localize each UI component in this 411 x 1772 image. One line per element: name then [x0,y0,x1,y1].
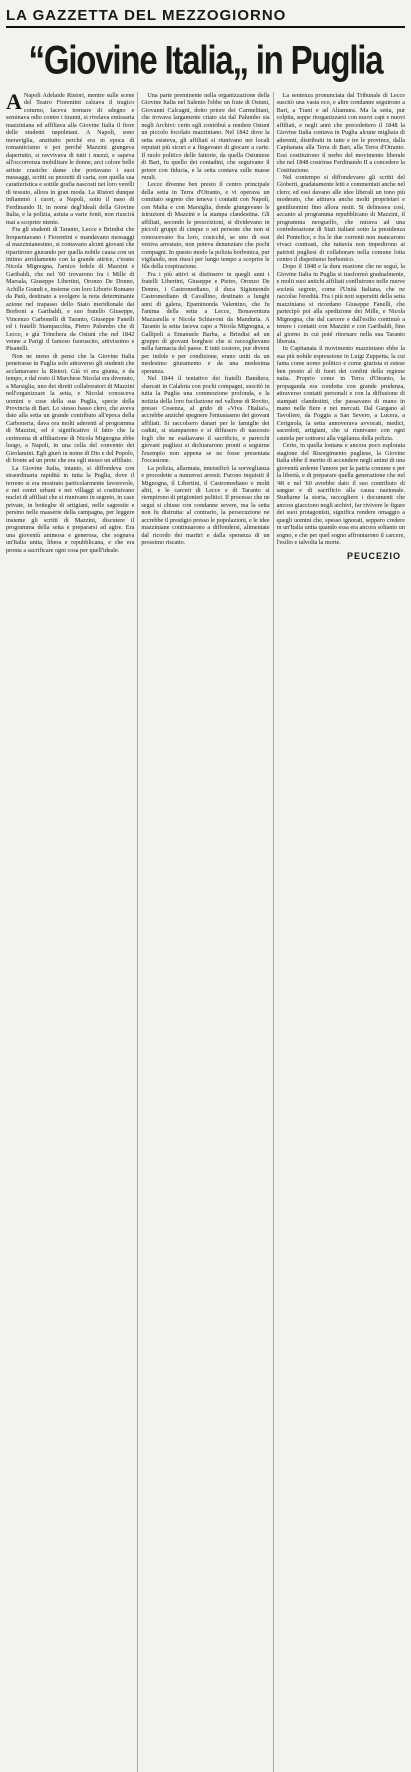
article-paragraph [6,226,134,353]
paragraph-text: Fra gli studenti di Taranto, Lecce e Brindisi che frequentavano i Fiorentini e mandavano messaggi al mazzinianesimo, si contavano alcuni giovani che ripartirono giurando per quella nobile causa con un intimo arrollamento con la grande attrice, c'erano Nicola Mignogna, l'amico fedele di Mazzini e Garibaldi, che nel '60 trovarono fra i Mille di Marsala, Giuseppe Libertini, Oronzo De Donno, Achille Grandi e, insieme con loro Liborio Romano da Patù, destinato a svolgere la nota determinante azione nel trapasso dello Stato meridionale dai Borboni a Garibaldi, e suo fratello Giuseppe, Vincenzo Carbonelli di Taranto, Giuseppe Fanelli ed i fratelli Stampacchia, Pietro Palumbo che di Lecce, e già Trinchera da Ostuni che nel 1842 venne a Parigi il famoso fuoruscito, attivissimo e Pisanelli. [6,226,135,353]
paragraph-text: Nel contempo si diffondevano gli scritti del Gioberti, gradatamente letti e commentati anche nel clero; ed essi davano alle idee liberali un tono più moderato, che attirava anche molti proprietari e gentiluomini fino allora restii. Si delineava così, accanto al programma repubblicano di Mazzini, il programma neoguelfo, che mirava ad una confederazione di Stati italiani sotto la presidenza del Pontefice, e fra le due correnti non mancarono vivaci contrasti, che tuttavia non impedirono ai patrioti pugliesi di collaborare nella comune lotta contro il dispotismo borbonico. [276,173,405,263]
paragraph-text: La Giovine Italia, intanto, si diffondeva con straordinaria rapidità in tutta la Puglia, dove il terreno si era mostrato particolarmente favorevole, e nei centri urbani e nei villaggi si costituivano nuclei di affiliati che si riunivano in segreto, in case private, in botteghe di artigiani, nelle sagrestie e persino nelle masserie della campagna, per leggere insieme gli scritti di Mazzini, discutere il programma della setta e prepararsi ad agire. Era una gioventù animosa e generosa, che sognava un'Italia unita, libera e repubblicana, e che era pronta a sacrificare ogni cosa per quell'ideale. [6,464,135,554]
paragraph-text: Non ne meno di pensi che la Giovine Italia penetrasse in Puglia solo attraverso gli studenti che acclamavano la Ristori. Già vi era giunta, e da tempo, e dal resto il Marchese Nicolai era divenuto, a Marsiglia, uno dei diretti collaboratori di Mazzini nell'organizzare la setta, e Nicolai conosceva uomini e cose della sua Puglia, specie della Provincia di Bari. Lo stesso basso clero, che aveva dato alla setta un grande contributo all'epoca della Carboneria, dava ora molti aderenti al programma di Mazzini, ed è significativo il fatto che la cerimonia di affiliazione di Nicola Mignogna ebbe luogo, a Napoli, in una cella del convento dei Girolamini. Egli giurò in nome di Dio e del Popolo, di fronte ad un prete che era egli stesso un affiliato. [6,352,135,465]
article-body [6,92,405,1772]
paragraph-text: Fra i più attivi si distinsero in quegli anni i fratelli Libertini, Giuseppe e Pietro, Oronzo De Donno, i Castromediano, il duca Sigismondo Castromediano di Cavallino, destinato a lunghi anni di galera, Epaminonda Valentino, che fu l'anima della setta a Lecce, Bonaventura Mazzarella e Nicola Schiavoni da Manduria. A Taranto la setta faceva capo a Nicola Mignogna, a Gallipoli a Emanuele Barba, a Brindisi ad un gruppo di giovani borghesi che si raccoglievano nella farmacia del paese. E tutti costoro, pur diversi per indole e per condizione, erano uniti da un medesimo giuramento e da una medesima speranza. [141,270,270,375]
paragraph-text: Nel 1844 il tentativo dei fratelli Bandiera, sbarcati in Calabria con pochi compagni, suscitò in tutta la Puglia una commozione profonda, e la notizia della loro fucilazione nel vallone di Rovito, presso Cosenza, al grido di «Viva l'Italia!», accrebbe anziché spegnere l'entusiasmo dei giovani affiliati. Si raccolsero danari per le famiglie dei caduti, si stamparono e si diffusero di nascosto fogli che ne esaltavano il sacrificio, e parecchi giovani pugliesi si dichiararono pronti a seguirne l'esempio non appena se ne fosse presentata l'occasione. [141,375,270,465]
article-paragraph [277,92,405,174]
paragraph-text: Dopo il 1848 e la dura reazione che ne seguì, la Giovine Italia in Puglia si trasformò gradualmente, e molti suoi antichi affiliati confluirono nelle nuove società segrete, come l'Unità Italiana, che ne raccolse l'eredità. Fra i più noti superstiti della setta mazziniana si ricordano Giuseppe Fanelli, che partecipò poi alla spedizione dei Mille, e Nicola Mignogna, che dal carcere e dall'esilio continuò a tenere i contatti con Mazzini e con Garibaldi, fino al giorno in cui poté ritornare nella sua Taranto liberata. [276,263,405,345]
article-paragraph [141,271,269,375]
paragraph-text: In Capitanata il movimento mazziniano ebbe la sua più nobile espressione in Luigi Zuppetta, la cui fama come uomo politico e come giurista si estese ben presto al di fuori dei confini della regione natia. Proprio come in Terra d'Otranto, la propaganda era condotta con grande prudenza, attraverso contatti personali e con la diffusione di stampati clandestini, che passavano di mano in mano nelle fiere e nei mercati. Dal Gargano al Tavoliere, da Foggia a San Severo, a Lucera, a Cerignola, la setta annoverava avvocati, medici, sacerdoti, artigiani, che si riunivano con ogni cautela per sottrarsi alla vigilanza della polizia. [276,345,405,442]
article-paragraph [277,442,405,546]
paragraph-text: La sentenza pronunciata dal Tribunale di Lecce suscitò una vasta eco, e altre condanne seguirono a Bari, a Trani e ad Altamura. Ma la setta, pur colpita, seppe riorganizzarsi con nuovi capi e nuovi affiliati, e negli anni che precedettero il 1848 la Giovine Italia contava in Puglia alcune migliaia di aderenti, distribuiti in tutte e tre le province, dalla Capitanata alla Terra di Bari, alla Terra d'Otranto. Essi costituirono il nerbo del movimento liberale che nel 1848 costrinse Ferdinando II a concedere la Costituzione. [276,92,405,174]
article-paragraph [277,345,405,442]
paragraph-text: Una parte preminente nella organizzazione della Giovine Italia nel Salento l'ebbe un frate di Ostuni, Giovanni Calcagni, dotto priore dei Carmelitani, che trovava largamente citato sia dal Palumbo sia negli Archivi: certo egli contribuì a rendere Ostuni un piccolo focolaio mazziniano. Nel 1842 dove la setta esisteva, gli affiliati si riunivano nei locali reputati più sicuri e a fingevano di giocare a carte. Il ruolo politico delle fattorie, da quella Ostuniese di Bari, fu quello dei contadini, che seguivano il priore con fiducia, e la setta contava sulle masse rurali. [141,92,270,181]
drop-cap: A [6,92,22,114]
paragraph-text: Certo, in quella lontana e ancora poco esplorata stagione del Risorgimento pugliese, la Giovine Italia ebbe il merito di accendere negli animi di una gioventù ardente l'amore per la patria comune e per la libertà, e di preparare quella generazione che nel '48 e nel '60 avrebbe dato il suo contributo di sangue e di sacrificio alla causa nazionale. Studiarne la storia, raccogliere i documenti che ancora giacciono negli archivi, far rivivere le figure dei suoi protagonisti, significa rendere omaggio a quegli uomini che, spesso ignorati, seppero credere in un'Italia unita quando essa era ancora soltanto un sogno, e che per quel sogno affrontarono il carcere, l'esilio e talvolta la morte. [276,442,405,547]
paragraph-text: La polizia, allarmata, intensificò la sorveglianza e procedette a numerosi arresti. Furono inquisiti il Mignogna, il Libertini, il Castromediano e molti altri, e le carceri di Lecce e di Taranto si riempirono di prigionieri politici. Il processo che ne seguì si chiuse con condanne severe, ma la setta non fu distrutta: al contrario, la persecuzione ne accrebbe il prestigio presso le popolazioni, e le idee mazziniane continuarono a diffondersi, alimentate dal ricordo dei martiri e dalla speranza di un prossimo riscatto. [141,464,270,547]
byline: PEUCEZIO [346,550,401,561]
article-paragraph [141,375,269,464]
article-paragraph [6,353,134,465]
article-paragraph [277,174,405,263]
paragraph-text: Lecce divenne ben presto il centro principale della setta in Terra d'Otranto, e vi operava un comitato segreto che teneva i contatti con Napoli, con Malta e con Marsiglia, donde giungevano le istruzioni di Mazzini e la stampa clandestina. Gli affiliati, secondo le prescrizioni, si dividevano in piccoli gruppi di cinque o sei persone che non si conoscevano fra loro, cosicché, se uno di essi veniva arrestato, non poteva denunziare che pochi compagni. In questo modo la polizia borbonica, pur vigilando, non riuscì per lungo tempo a scoprire le fila della cospirazione. [141,181,270,271]
article-paragraph [6,465,134,554]
headline: “Giovine Italia„ in Puglia [28,36,383,82]
article-paragraph [141,465,269,547]
article-paragraph [141,181,269,270]
article-paragraph [6,92,134,226]
article-paragraph [277,263,405,345]
paragraph-text: Napoli Adelaide Ristori, mentre sulle scene del Teatro Fiorentini calzava il tragico coturno, faceva tremare di sdegno e seminava odio contro i tiranni, si rivelava emissaria mazziniana ed affiliava alla Giovine Italia il fiore delle studenti napoletani. A Napoli, sono meraviglia, anzitutto perché era in epoca di romanticismo e poi perché Mazzini giungeva dapertutto, si ravvivava di tutti i mezzi, e sapeva all'occorrenza mobilitare le donne, arci colore belle artiste crasiche dame che portavano i suoi messaggi, scritti su pezzetti di carta, con quella sua caratteristica e sottile grafia nascosti nei loro verelli di tessuto, allora in gran moda. La Ristori dunque infiammò i cuori, a Napoli, sotto il naso di Ferdinando II, in nome degl'ideali della Giovine Italia, e la polizia, astuta a varie fonti, non riuscirà mai a scoprire niente. [6,92,135,226]
article-paragraph [141,92,269,181]
masthead: LA GAZZETTA DEL MEZZOGIORNO [6,4,405,28]
